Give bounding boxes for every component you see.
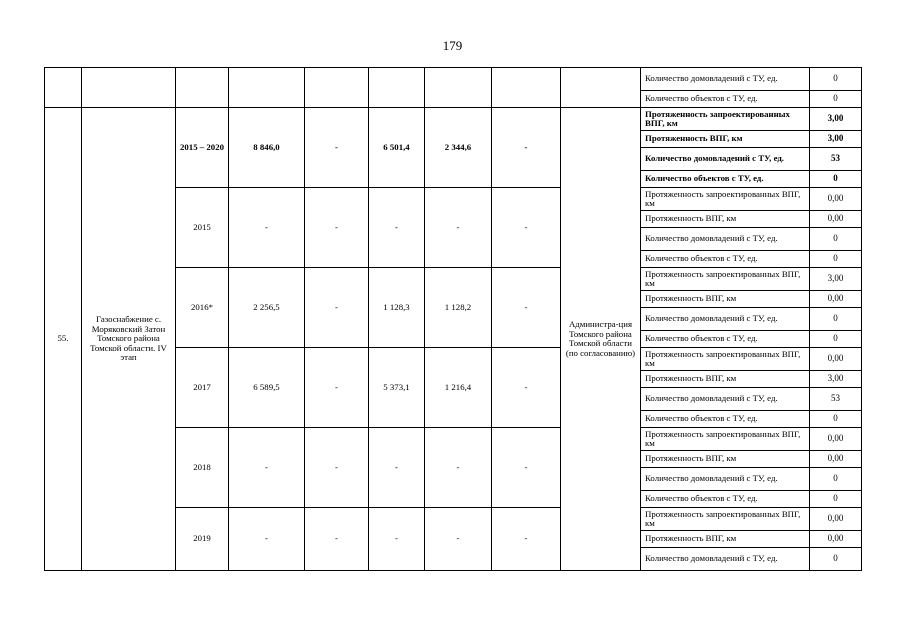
indicator-value: 0,00 — [810, 451, 862, 468]
indicator-label: Количество объектов с ТУ, ед. — [641, 251, 810, 268]
indicator-value: 0 — [810, 251, 862, 268]
page-number: 179 — [442, 38, 463, 53]
year-cell: 2015 – 2020 — [176, 108, 229, 188]
funding-other: - — [492, 188, 561, 268]
funding-federal: - — [305, 428, 369, 508]
indicator-label: Количество объектов с ТУ, ед. — [641, 171, 810, 188]
funding-local: 1 128,2 — [425, 268, 492, 348]
indicator-value: 0 — [810, 548, 862, 571]
funding-total: 2 256,5 — [229, 268, 305, 348]
prev-cell — [369, 68, 425, 108]
funding-local: - — [425, 508, 492, 571]
indicator-label: Количество домовладений с ТУ, ед. — [641, 548, 810, 571]
funding-other: - — [492, 268, 561, 348]
year-cell: 2015 — [176, 188, 229, 268]
funding-total: 8 846,0 — [229, 108, 305, 188]
indicator-label: Количество объектов с ТУ, ед. — [641, 91, 810, 108]
entry-name: Газоснабжение с. Моряковский Затон Томского района Томской области. IV этап — [82, 108, 176, 571]
prev-cell — [45, 68, 82, 108]
indicator-label: Протяженность ВПГ, км — [641, 291, 810, 308]
indicator-label: Протяженность запроектированных ВПГ, км — [641, 508, 810, 531]
indicator-value: 0,00 — [810, 188, 862, 211]
indicator-value: 0,00 — [810, 291, 862, 308]
indicator-value: 0 — [810, 308, 862, 331]
indicator-label: Количество объектов с ТУ, ед. — [641, 331, 810, 348]
indicator-value: 0,00 — [810, 348, 862, 371]
funding-regional: - — [369, 188, 425, 268]
funding-regional: 5 373,1 — [369, 348, 425, 428]
year-cell: 2017 — [176, 348, 229, 428]
funding-total: - — [229, 428, 305, 508]
indicator-label: Протяженность ВПГ, км — [641, 531, 810, 548]
indicator-label: Протяженность ВПГ, км — [641, 131, 810, 148]
year-cell: 2019 — [176, 508, 229, 571]
indicator-value: 0 — [810, 91, 862, 108]
year-cell: 2016* — [176, 268, 229, 348]
indicator-value: 0,00 — [810, 211, 862, 228]
funding-federal: - — [305, 268, 369, 348]
prev-cell — [425, 68, 492, 108]
entry-number: 55. — [45, 108, 82, 571]
indicator-label: Количество домовладений с ТУ, ед. — [641, 148, 810, 171]
funding-federal: - — [305, 508, 369, 571]
indicator-value: 53 — [810, 388, 862, 411]
indicator-label: Протяженность запроектированных ВПГ, км — [641, 108, 810, 131]
indicator-value: 3,00 — [810, 131, 862, 148]
indicator-value: 0 — [810, 491, 862, 508]
funding-total: - — [229, 508, 305, 571]
funding-other: - — [492, 508, 561, 571]
indicator-value: 0,00 — [810, 428, 862, 451]
indicator-label: Количество домовладений с ТУ, ед. — [641, 308, 810, 331]
funding-other: - — [492, 348, 561, 428]
indicator-label: Протяженность ВПГ, км — [641, 211, 810, 228]
indicator-value: 3,00 — [810, 268, 862, 291]
indicator-value: 3,00 — [810, 108, 862, 131]
funding-total: - — [229, 188, 305, 268]
indicator-value: 0 — [810, 68, 862, 91]
indicator-label: Количество объектов с ТУ, ед. — [641, 491, 810, 508]
funding-local: - — [425, 188, 492, 268]
indicator-value: 0,00 — [810, 531, 862, 548]
indicator-label: Количество объектов с ТУ, ед. — [641, 411, 810, 428]
year-cell: 2018 — [176, 428, 229, 508]
funding-local: - — [425, 428, 492, 508]
indicator-label: Количество домовладений с ТУ, ед. — [641, 388, 810, 411]
indicator-label: Количество домовладений с ТУ, ед. — [641, 468, 810, 491]
funding-other: - — [492, 108, 561, 188]
indicator-value: 0 — [810, 228, 862, 251]
program-table — [44, 67, 862, 571]
funding-regional: 1 128,3 — [369, 268, 425, 348]
prev-cell — [82, 68, 176, 108]
funding-federal: - — [305, 108, 369, 188]
executor-cell: Администра-ция Томского района Томской области (по согласованию) — [561, 108, 641, 571]
funding-regional: - — [369, 508, 425, 571]
prev-cell — [176, 68, 229, 108]
indicator-value: 0,00 — [810, 508, 862, 531]
table-body — [45, 68, 862, 571]
indicator-value: 0 — [810, 331, 862, 348]
prev-cell — [305, 68, 369, 108]
indicator-label: Протяженность запроектированных ВПГ, км — [641, 268, 810, 291]
indicator-label: Количество домовладений с ТУ, ед. — [641, 68, 810, 91]
indicator-value: 0 — [810, 171, 862, 188]
indicator-label: Протяженность ВПГ, км — [641, 371, 810, 388]
table-row — [45, 108, 862, 131]
indicator-label: Протяженность запроектированных ВПГ, км — [641, 348, 810, 371]
funding-local: 1 216,4 — [425, 348, 492, 428]
indicator-label: Количество домовладений с ТУ, ед. — [641, 228, 810, 251]
indicator-label: Протяженность запроектированных ВПГ, км — [641, 188, 810, 211]
indicator-label: Протяженность запроектированных ВПГ, км — [641, 428, 810, 451]
funding-local: 2 344,6 — [425, 108, 492, 188]
funding-federal: - — [305, 348, 369, 428]
prev-cell — [492, 68, 561, 108]
indicator-value: 3,00 — [810, 371, 862, 388]
table-row — [45, 68, 862, 91]
prev-cell — [561, 68, 641, 108]
prev-cell — [229, 68, 305, 108]
funding-total: 6 589,5 — [229, 348, 305, 428]
indicator-value: 0 — [810, 411, 862, 428]
indicator-label: Протяженность ВПГ, км — [641, 451, 810, 468]
funding-regional: - — [369, 428, 425, 508]
indicator-value: 53 — [810, 148, 862, 171]
funding-federal: - — [305, 188, 369, 268]
funding-other: - — [492, 428, 561, 508]
indicator-value: 0 — [810, 468, 862, 491]
funding-regional: 6 501,4 — [369, 108, 425, 188]
